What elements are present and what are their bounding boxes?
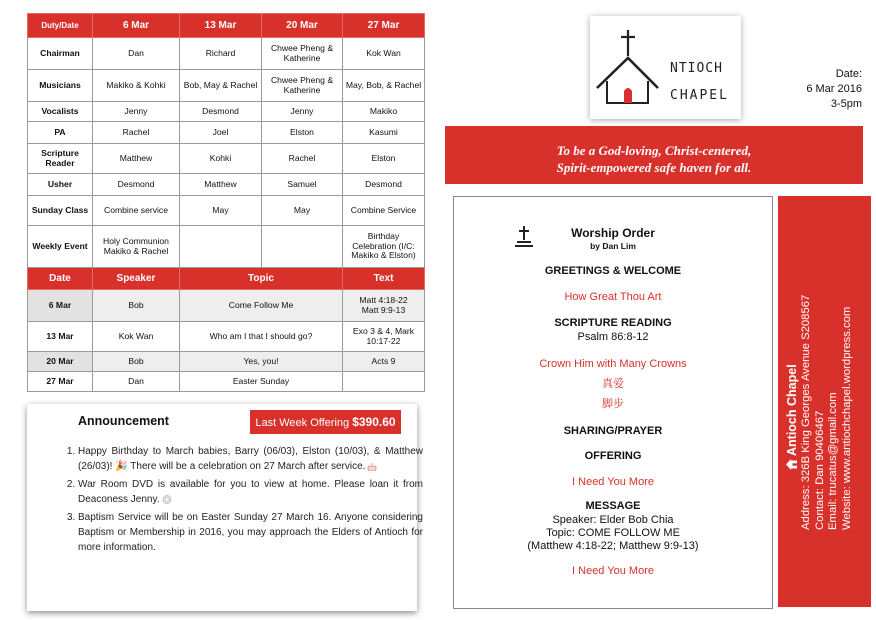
date-label: Date: [835,68,862,80]
roster-cell: Kasumi [343,122,425,144]
announcement-item [78,444,423,474]
announcement-card [27,404,423,611]
roster-cell: Kok Wan [343,38,425,70]
scripture-reading-heading: SCRIPTURE READING [554,317,672,329]
sharing-prayer-heading: SHARING/PRAYER [563,425,663,437]
song-title: Crown Him with Many Crowns [539,358,687,370]
roster-cell: Joel [180,122,262,144]
roster-label: Weekly Event [28,226,93,268]
roster-cell: May [262,196,343,226]
chapel-email[interactable]: Email: trucatus@gmail.com [827,392,839,530]
sermon-date: 13 Mar [28,322,93,352]
message-heading: MESSAGE [585,500,641,512]
roster-label: Chairman [28,38,93,70]
roster-label: Scripture Reader [28,144,93,174]
roster-cell: Kohki [180,144,262,174]
service-date-block [806,67,862,112]
offering-amount: $390.60 [352,415,396,429]
chapel-contact: Contact: Dan 90406467 [813,410,826,530]
roster-cell: Elston [262,122,343,144]
sermon-speaker: Bob [93,352,180,372]
chapel-name: Antioch Chapel [785,364,799,456]
sermon-date: 27 Mar [28,372,93,392]
sermon-topic: Come Follow Me [180,290,343,322]
contact-info-rotated [784,150,854,530]
roster-row-usher [28,174,425,196]
roster-cell: Makiko & Kohki [93,70,180,102]
sermon-topic: Yes, you! [180,352,343,372]
announcement-text: Baptism Service will be on Easter Sunday 27 March 16. Anyone considering Baptism or Membership in 2016, you may approach the Elders of Antioch for more information. [78,512,423,553]
announcement-text: Happy Birthday to March babies, Barry (06/03), Elston (10/03), & Matthew (26/03)! 🎉 There will be a celebration on 27 March after service. [78,446,423,472]
sermon-header-row [28,268,425,290]
roster-header-cell: 27 Mar [343,14,425,38]
roster-header-cell: 20 Mar [262,14,343,38]
roster-cell [262,226,343,268]
contact-info-bar [778,196,871,607]
roster-cell: May, Bob, & Rachel [343,70,425,102]
song-title: 真爱 [602,378,624,390]
cake-icon [367,462,377,471]
sermon-text-line: 10:17-22 [366,335,401,346]
offering-label: Last Week Offering [255,417,353,429]
roster-label: Musicians [28,70,93,102]
sermon-header-cell: Date [28,268,93,290]
message-speaker: Speaker: Elder Bob Chia [552,514,674,526]
chapel-name-row [784,150,800,470]
sermon-speaker: Dan [93,372,180,392]
roster-cell: Makiko [343,102,425,122]
roster-cell: Richard [180,38,262,70]
roster-header-cell: Duty/Date [28,14,93,38]
song-title: How Great Thou Art [564,291,662,303]
chapel-address: Address: 326B King Georges Avenue S208567 [800,294,812,530]
roster-cell: Combine Service [343,196,425,226]
roster-row-pa [28,122,425,144]
roster-cell: Desmond [343,174,425,196]
sermon-topic: Easter Sunday [180,372,343,392]
roster-label: PA [28,122,93,144]
vision-line: Spirit-empowered safe haven for all. [556,159,752,175]
roster-cell: Chwee Pheng & Katherine [262,70,343,102]
roster-row-scripture-reader [28,144,425,174]
chapel-house-icon [786,459,797,470]
roster-cell: Holy Communion Makiko & Rachel [93,226,180,268]
sermon-text-line: Exo 3 & 4, Mark [352,325,415,336]
chapel-website[interactable]: Website: www.antiochchapel.wordpress.com [840,306,853,530]
roster-cell: Combine service [93,196,180,226]
worship-order-card [453,196,773,609]
roster-header-cell: 13 Mar [180,14,262,38]
announcement-list [50,444,423,558]
last-week-offering-badge [250,410,401,434]
sermon-text [343,290,425,322]
roster-cell: May [180,196,262,226]
sermon-date: 20 Mar [28,352,93,372]
roster-cell: Jenny [93,102,180,122]
announcement-title: Announcement [78,414,169,428]
service-time: 3-5pm [830,97,862,110]
roster-label: Vocalists [28,102,93,122]
song-title: I Need You More [572,476,654,488]
sermon-speaker: Kok Wan [93,322,180,352]
roster-cell: Birthday Celebration (I/C: Makiko & Elston) [343,226,425,268]
roster-cell: Chwee Pheng & Katherine [262,38,343,70]
sermon-row [28,352,425,372]
roster-header-cell: 6 Mar [93,14,180,38]
sermon-speaker: Bob [93,290,180,322]
greetings-heading: GREETINGS & WELCOME [544,265,682,277]
sermon-row [28,372,425,392]
sermon-header-cell: Text [343,268,425,290]
message-passages: (Matthew 4:18-22; Matthew 9:9-13) [527,540,699,552]
roster-row-sunday-class [28,196,425,226]
roster-header-row [28,14,425,38]
announcement-text: War Room DVD is available for you to view at home. Please loan it from Deaconess Jenny. [78,479,423,505]
sermon-header-cell: Speaker [93,268,180,290]
sermon-text [343,372,425,392]
dvd-icon [162,495,172,504]
sermon-date: 6 Mar [28,290,93,322]
scripture-reference: Psalm 86:8-12 [577,331,649,343]
sermon-row [28,290,425,322]
message-topic: Topic: COME FOLLOW ME [546,527,680,539]
song-title: I Need You More [572,565,654,577]
roster-cell: Dan [93,38,180,70]
sermon-text-line: Matt 4:18-22 [359,294,408,305]
roster-cell: Matthew [180,174,262,196]
roster-row-vocalists [28,102,425,122]
worship-order-author: by Dan Lim [590,241,636,251]
sermon-header-cell: Topic [180,268,343,290]
sermon-row [28,322,425,352]
roster-cell: Bob, May & Rachel [180,70,262,102]
roster-cell: Matthew [93,144,180,174]
worship-order-title: Worship Order [571,226,655,240]
sermon-topic: Who am I that I should go? [180,322,343,352]
roster-cell: Rachel [93,122,180,144]
sermon-text [343,322,425,352]
sermon-text: Acts 9 [343,352,425,372]
song-title: 脚步 [602,398,624,410]
roster-label: Usher [28,174,93,196]
roster-cell [180,226,262,268]
roster-cell: Rachel [262,144,343,174]
vision-line: To be a God-loving, Christ-centered, [556,143,752,158]
roster-label: Sunday Class [28,196,93,226]
announcement-item [78,510,423,555]
roster-row-weekly-event [28,226,425,268]
roster-cell: Jenny [262,102,343,122]
roster-row-musicians [28,70,425,102]
duty-roster-table [27,13,425,392]
logo-text-line: NTIOCH [670,61,723,76]
antioch-chapel-logo [590,16,741,119]
roster-row-chairman [28,38,425,70]
sermon-text-line: Matt 9:9-13 [361,304,406,315]
roster-cell: Samuel [262,174,343,196]
offering-heading: OFFERING [584,450,642,462]
roster-cell: Desmond [180,102,262,122]
announcement-item [78,477,423,507]
roster-cell: Elston [343,144,425,174]
service-date: 6 Mar 2016 [806,82,862,95]
roster-cell: Desmond [93,174,180,196]
logo-text-line: CHAPEL [670,88,729,103]
